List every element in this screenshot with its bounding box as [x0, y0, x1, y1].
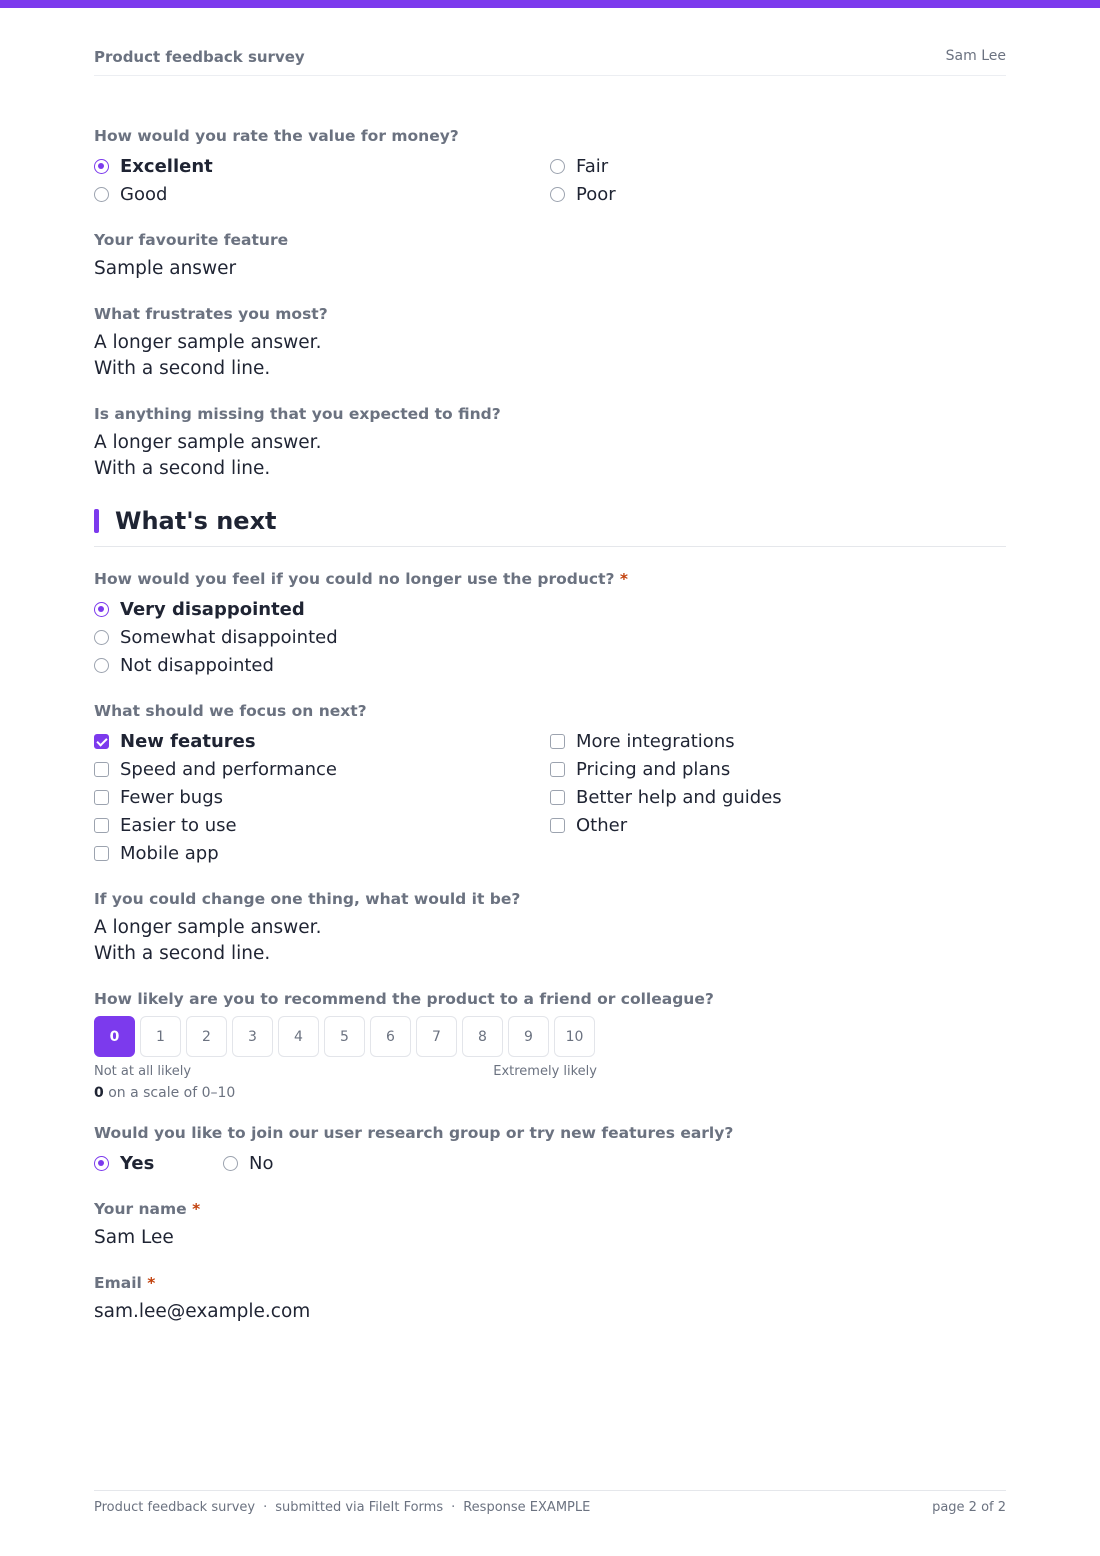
checkbox-empty-icon	[550, 790, 565, 805]
option-label: Very disappointed	[120, 598, 305, 620]
nps-score-10[interactable]: 10	[554, 1016, 595, 1057]
checkbox-empty-icon	[550, 762, 565, 777]
question-change-one-thing	[94, 889, 1006, 967]
option-poor[interactable]	[550, 180, 1006, 208]
checkbox-column	[94, 727, 550, 867]
scale-end-labels	[94, 1064, 597, 1079]
running-header	[94, 48, 1006, 76]
checkbox-fewer-bugs[interactable]	[94, 783, 550, 811]
question-frustrates	[94, 304, 1006, 382]
answer-line: With a second line.	[94, 358, 271, 379]
answer-text: Sam Lee	[94, 1227, 174, 1248]
question-label-text: Email	[94, 1274, 142, 1292]
footer-separator: ·	[451, 1500, 456, 1515]
nps-score-8[interactable]: 8	[462, 1016, 503, 1057]
question-label-text: Your name	[94, 1200, 187, 1218]
radio-empty-icon	[223, 1156, 238, 1171]
question-label: How likely are you to recommend the product to a friend or colleague?	[94, 990, 714, 1008]
option-label: Fewer bugs	[120, 786, 223, 808]
option-column	[550, 152, 1006, 208]
option-label: Somewhat disappointed	[120, 626, 338, 648]
question-label: Is anything missing that you expected to find?	[94, 405, 501, 423]
footer-separator: ·	[263, 1500, 268, 1515]
answer-text	[94, 330, 1006, 382]
option-label: Better help and guides	[576, 786, 782, 808]
radio-selected-icon	[94, 159, 109, 174]
answer-text	[94, 430, 1006, 482]
question-label: What should we focus on next?	[94, 702, 367, 720]
checkbox-easier[interactable]	[94, 811, 550, 839]
survey-page	[94, 0, 1006, 1556]
question-recommend	[94, 989, 1006, 1101]
nps-score-5[interactable]: 5	[324, 1016, 365, 1057]
question-your-name	[94, 1199, 1006, 1251]
footer-via: submitted via FileIt Forms	[275, 1500, 444, 1515]
radio-empty-icon	[94, 658, 109, 673]
option-label: Pricing and plans	[576, 758, 731, 780]
answer-line: A longer sample answer.	[94, 432, 322, 453]
question-focus-next	[94, 701, 1006, 867]
section-title: What's next	[115, 507, 277, 535]
option-yes[interactable]	[94, 1149, 223, 1177]
checkbox-new-features[interactable]	[94, 727, 550, 755]
option-not-disappointed[interactable]	[94, 651, 1006, 679]
question-label: Would you like to join our user research group or try new features early?	[94, 1124, 734, 1142]
footer-response: Response EXAMPLE	[463, 1500, 591, 1515]
nps-scale	[94, 1016, 1006, 1057]
scale-value-suffix: on a scale of 0–10	[108, 1085, 236, 1101]
question-value-for-money	[94, 126, 1006, 208]
question-email	[94, 1273, 1006, 1325]
radio-empty-icon	[94, 630, 109, 645]
checkbox-pricing[interactable]	[550, 755, 1006, 783]
option-label: Speed and performance	[120, 758, 338, 780]
nps-score-4[interactable]: 4	[278, 1016, 319, 1057]
question-label	[94, 1199, 1006, 1219]
nps-score-9[interactable]: 9	[508, 1016, 549, 1057]
option-label: Fair	[576, 155, 609, 177]
answer-text: Sample answer	[94, 258, 237, 279]
question-label-text: How would you feel if you could no longer use the product?	[94, 570, 615, 588]
option-label: No	[249, 1152, 274, 1174]
footer-title: Product feedback survey	[94, 1500, 256, 1515]
footer-meta	[94, 1500, 590, 1515]
required-mark: *	[619, 570, 628, 588]
scale-low-label: Not at all likely	[94, 1064, 192, 1079]
question-label	[94, 569, 1006, 589]
option-label: New features	[120, 730, 256, 752]
checkbox-empty-icon	[94, 846, 109, 861]
checkbox-help-guides[interactable]	[550, 783, 1006, 811]
checkbox-integrations[interactable]	[550, 727, 1006, 755]
option-somewhat-disappointed[interactable]	[94, 623, 1006, 651]
scale-value: 0	[94, 1085, 104, 1101]
checkbox-checked-icon	[94, 734, 109, 749]
checkbox-empty-icon	[94, 762, 109, 777]
doc-title: Product feedback survey	[94, 48, 305, 66]
checkbox-grid	[94, 727, 1006, 867]
nps-score-6[interactable]: 6	[370, 1016, 411, 1057]
response-content	[94, 126, 1006, 1347]
question-label	[94, 1273, 1006, 1293]
question-missing	[94, 404, 1006, 482]
question-research-group	[94, 1123, 1006, 1177]
nps-score-0[interactable]: 0	[94, 1016, 135, 1057]
option-label: Other	[576, 814, 628, 836]
option-no[interactable]	[223, 1149, 273, 1177]
option-grid	[94, 152, 1006, 208]
answer-text	[94, 915, 1006, 967]
radio-empty-icon	[550, 187, 565, 202]
checkbox-empty-icon	[550, 734, 565, 749]
option-label: Yes	[120, 1152, 155, 1174]
option-label: Good	[120, 183, 168, 205]
option-good[interactable]	[94, 180, 550, 208]
radio-empty-icon	[550, 159, 565, 174]
section-divider	[94, 546, 1006, 547]
checkbox-empty-icon	[94, 790, 109, 805]
option-label: Excellent	[120, 155, 213, 177]
option-label: Poor	[576, 183, 616, 205]
option-very-disappointed[interactable]	[94, 595, 1006, 623]
radio-empty-icon	[94, 187, 109, 202]
option-label: Not disappointed	[120, 654, 274, 676]
checkbox-empty-icon	[550, 818, 565, 833]
option-excellent[interactable]	[94, 152, 550, 180]
option-column	[94, 152, 550, 208]
radio-selected-icon	[94, 1156, 109, 1171]
answer-line: A longer sample answer.	[94, 917, 322, 938]
nps-score-7[interactable]: 7	[416, 1016, 457, 1057]
yes-no-options	[94, 1149, 1006, 1177]
radio-selected-icon	[94, 602, 109, 617]
section-accent-bar	[94, 509, 99, 533]
scale-value-summary	[94, 1085, 1006, 1101]
answer-line: A longer sample answer.	[94, 332, 322, 353]
option-label: Easier to use	[120, 814, 237, 836]
answer-line: With a second line.	[94, 458, 271, 479]
option-label: More integrations	[576, 730, 735, 752]
question-label: How would you rate the value for money?	[94, 127, 459, 145]
option-fair[interactable]	[550, 152, 1006, 180]
nps-score-1[interactable]: 1	[140, 1016, 181, 1057]
running-footer	[94, 1490, 1006, 1515]
answer-text: sam.lee@example.com	[94, 1301, 311, 1322]
checkbox-empty-icon	[94, 818, 109, 833]
nps-score-2[interactable]: 2	[186, 1016, 227, 1057]
answer-line: With a second line.	[94, 943, 271, 964]
nps-score-3[interactable]: 3	[232, 1016, 273, 1057]
respondent-name: Sam Lee	[945, 48, 1006, 64]
question-label: If you could change one thing, what would it be?	[94, 890, 521, 908]
page-number: page 2 of 2	[932, 1500, 1006, 1515]
option-list	[94, 595, 1006, 679]
question-favourite-feature	[94, 230, 1006, 282]
question-label: Your favourite feature	[94, 231, 289, 249]
checkbox-column	[550, 727, 1006, 867]
checkbox-mobile-app[interactable]	[94, 839, 550, 867]
required-mark: *	[192, 1200, 201, 1218]
checkbox-speed[interactable]	[94, 755, 550, 783]
required-mark: *	[147, 1274, 156, 1292]
option-label: Mobile app	[120, 842, 219, 864]
scale-high-label: Extremely likely	[493, 1064, 597, 1079]
section-heading	[94, 504, 1006, 538]
checkbox-other[interactable]	[550, 811, 1006, 839]
question-label: What frustrates you most?	[94, 305, 328, 323]
question-disappointment	[94, 569, 1006, 679]
